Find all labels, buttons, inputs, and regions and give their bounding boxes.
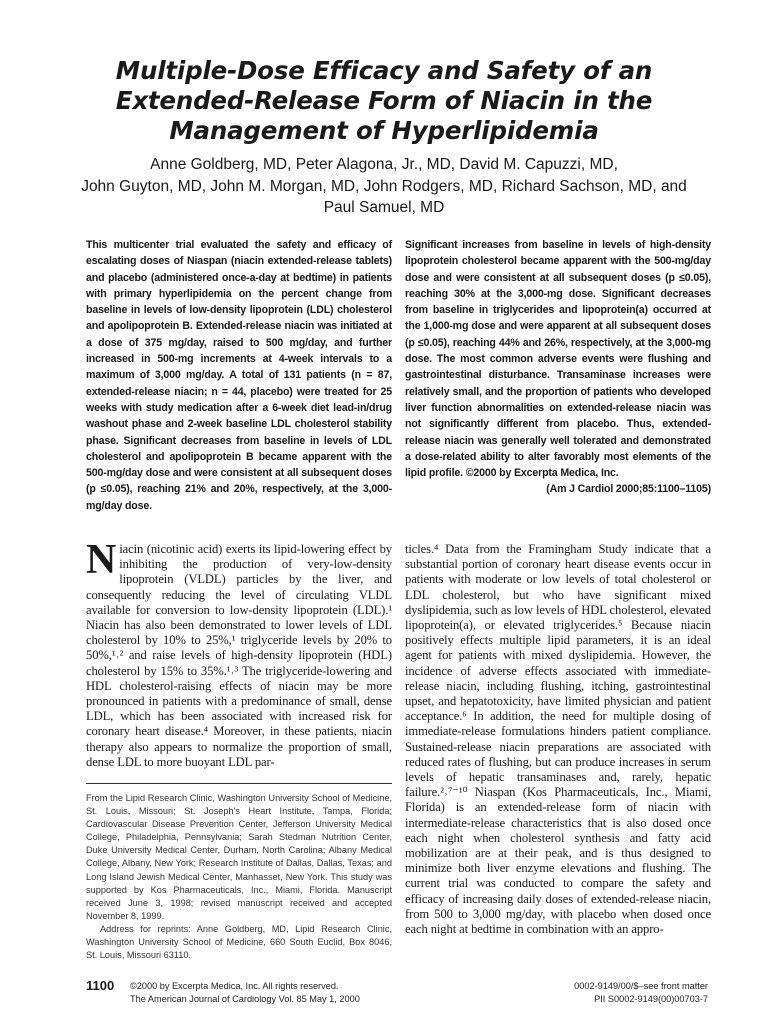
title-italic-word: Niacin [480,86,565,115]
pii-line: PII S0002-9149(00)00703-7 [594,994,708,1004]
title-segment: in the [564,86,653,115]
body-right-column [405,542,711,937]
body-paragraph [86,537,392,770]
abstract-citation: (Am J Cardiol 2000;85:1100–1105) [546,483,711,496]
footnote-block [86,792,392,962]
body-paragraph [405,542,711,937]
body-text: iacin (nicotinic acid) exerts its lipid-lowering effect by inhibiting the production of very-low-density lipoprotein (VLDL) particles by the liver, and consequently reducing the level of circulating VLDL available for conversion to low-density lipoprotein (LDL).¹ Niacin has also been demonstrated to lower levels of LDL cholesterol by 10% to 25%,¹ triglyceride levels by 20% to 50%,¹˒² and raise levels of high-density lipoprotein (HDL) cholesterol by 15% to 35%.¹˒³ The triglyceride-lowering and HDL cholesterol-raising effects of niacin may be more pronounced in patients with a predominance of small, dense LDL, which has been associated with increased risk for coronary heart disease.⁴ Moreover, in these patients, niacin therapy also appears to normalize the proportion of small, dense LDL to more buoyant LDL par- [86,542,392,769]
author-line: Paul Samuel, MD [323,199,445,216]
title-segment: Extended-Release Form of [115,86,481,115]
title-line: Management of Hyperlipidemia [169,116,599,145]
footnote-divider [86,783,392,784]
abstract-text: This multicenter trial evaluated the safety and efficacy of escalating doses of Niaspan (niacin extended-release tablets) and placebo (administered once-a-day at bedtime) in patients with primary hyperlipidemia on the percent change from baseline in levels of low-density lipoprotein (LDL) cholesterol and apolipoprotein B. Extended-release niacin was initiated at a dose of 375 mg/day, raised to 500 mg/day, and further increased in 500-mg increments at 4-week intervals to a maximum of 3,000 mg/day. A total of 131 patients (n = 87, extended-release niacin; n = 44, placebo) were treated for 25 weeks with study medication after a 6-week diet lead-in/drug washout phase and 2-week baseline LDL cholesterol stability phase. Significant decreases from baseline in levels of LDL cholesterol and apolipoprotein B became apparent with the 500-mg/day dose and were consistent at all subsequent doses (p ≤0.05), reaching 21% and 20%, respectively, at the 3,000-mg/day dose. [86,239,392,512]
abstract-right-column [405,237,711,498]
author-line: Anne Goldberg, MD, Peter Alagona, Jr., MD, David M. Capuzzi, MD, [150,156,618,173]
title-line: Multiple-Dose Efficacy and Safety of an [115,56,653,85]
body-text: ticles.⁴ Data from the Framingham Study indicate that a substantial portion of coronary heart disease events occur in patients with moderate or low levels of total cholesterol or LDL cholesterol, but who have significant mixed dyslipidemia, such as low levels of HDL cholesterol, elevated lipoprotein(a), or elevated triglycerides.⁵ Because niacin positively effects multiple lipid parameters, it is an ideal agent for patients with mixed dyslipidemia. However, the incidence of adverse effects associated with immediate-release niacin, including flushing, itching, gastrointestinal upset, and hepatotoxicity, have limited physician and patient acceptance.⁶ In addition, the need for multiple dosing of immediate-release formulations hinders patient compliance. Sustained-release niacin preparations are associated with reduced rates of flushing, but can produce increases in serum levels of hepatic transaminases and, rarely, hepatic failure.²˒⁷⁻¹⁰ Niaspan (Kos Pharmaceuticals, Inc., Miami, Florida) is an extended-release form of niacin with intermediate-release characteristics that is also dosed once each night when cholesterol synthesis and fatty acid mobilization are at their peak, and is thus designed to minimize both liver enzyme elevations and flushing. The current trial was conducted to compare the safety and efficacy of increasing daily doses of extended-release niacin, from 500 to 3,000 mg/day, with placebo when dosed once each night at bedtime in combination with an appro- [405,542,711,937]
issn-line: 0002-9149/00/$–see front matter [574,981,708,991]
article-title [60,56,708,146]
author-list [60,154,708,219]
page-number: 1100 [86,978,115,993]
journal-line: The American Journal of Cardiology Vol. 85 May 1, 2000 [130,994,360,1004]
footnote-affiliations: From the Lipid Research Clinic, Washington University School of Medicine, St. Louis, Missouri; St. Joseph's Heart Institute, Tampa, Florida; Cardiovascular Disease Prevention Center, Jefferson University Medical College, Philadelphia, Pennsylvania; Sarah Stedman Nutrition Center, Duke University Medical Center, Durham, North Carolina; Albany Medical College, Albany, New York; Research Institute of Dallas, Dallas, Texas; and Long Island Jewish Medical Center, Manhasset, New York. This study was supported by Kos Pharmaceuticals, Inc., Miami, Florida. Manuscript received June 3, 1998; revised manuscript received and accepted November 8, 1999. [86,793,392,921]
drop-cap: N [86,537,117,583]
abstract-text: Significant increases from baseline in levels of high-density lipoprotein cholesterol became apparent with the 500-mg/day dose and were consistent at all subsequent doses (p ≤0.05), reaching 30% at the 3,000-mg dose. Significant decreases from baseline in triglycerides and lipoprotein(a) occurred at the 1,000-mg dose and were apparent at all subsequent doses (p ≤0.05), reaching 44% and 26%, respectively, at the 3,000-mg dose. The most common adverse events were flushing and gastrointestinal disturbance. Transaminase increases were relatively small, and the proportion of patients who developed liver function abnormalities on extended-release niacin was not significantly different from placebo. Thus, extended-release niacin was generally well tolerated and demonstrated a dose-related ability to alter favorably most elements of the lipid profile. ©2000 by Excerpta Medica, Inc. [405,239,711,480]
footnote-reprints: Address for reprints: Anne Goldberg, MD, Lipid Research Clinic, Washington University School of Medicine, 660 South Euclid, Box 8046, St. Louis, Missouri 63110. [86,923,392,961]
abstract-left-column [86,237,392,514]
author-line: John Guyton, MD, John M. Morgan, MD, John Rodgers, MD, Richard Sachson, MD, and [81,177,687,195]
body-left-column [86,537,392,770]
title-line [60,86,708,116]
copyright-line: ©2000 by Excerpta Medica, Inc. All rights reserved. [130,981,339,991]
